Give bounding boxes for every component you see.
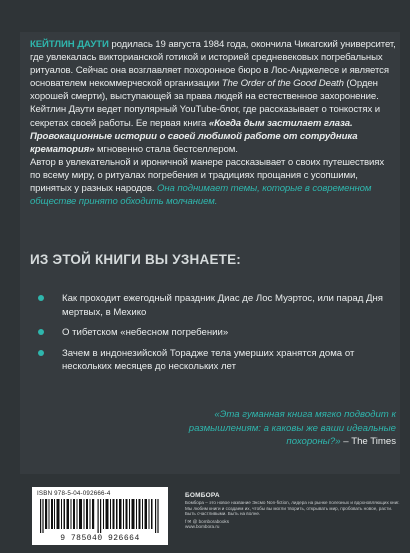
- bio-paragraph-1: [30, 38, 396, 156]
- bio-text-3: мгновенно стала бестселлером.: [94, 143, 238, 155]
- bio-text-1: родилась 19 августа 1984 года, окончила Чикагский университет, где увлекалась викторианской готикой и историей средневековых погребальных ритуалов. Сейчас она возглавляет похоронное бюро в Лос-Анджелесе и является основателем некоммерческой организации: [30, 39, 396, 90]
- barcode-digits: 9 785040 926664: [60, 534, 140, 543]
- learn-list: [38, 292, 388, 381]
- publisher-site: www.bombora.ru: [185, 524, 220, 530]
- list-item: [38, 326, 388, 340]
- bio-text-2: (Орден хорошей смерти), выступающей за права людей на естественное захоронение. Кейтлин Даути ведет популярный YouTube-блог, где рассказывает о тонкостях и секретах своей работы. Ее первая книга: [30, 78, 380, 129]
- barcode-icon: [40, 499, 160, 533]
- bullet-icon: [38, 350, 44, 356]
- publisher-description: Бомбора – это новое название Эксмо Non-fiction, лидера на рынке полезных и вдохновляющих книг. Мы любим книги и создаем их, чтобы вы могли творить, открывать мир, пробовать новое, расти. Быть счастливыми. Быть на волне.: [185, 500, 400, 517]
- list-item: [38, 292, 388, 319]
- bullet-icon: [38, 329, 44, 335]
- press-quote: [150, 408, 396, 449]
- quote-source: – The Times: [340, 436, 396, 447]
- list-item-text: Как проходит ежегодный праздник Диас де Лос Муэртос, или парад Дня мертвых, в Мехико: [62, 293, 383, 318]
- isbn-label: ISBN 978-5-04-092666-4: [37, 490, 111, 497]
- quote-text: «Эта гуманная книга мягко подводит к размышлениям: а каковы же ваши идеальные похороны?»: [188, 409, 396, 447]
- section-title: ИЗ ЭТОЙ КНИГИ ВЫ УЗНАЕТЕ:: [30, 252, 242, 267]
- bullet-icon: [38, 295, 44, 301]
- bio-paragraph-2: [30, 156, 396, 208]
- first-book-title: «Когда дым застилает глаза. Провокационные истории о своей любимой работе от сотрудника крематория»: [30, 117, 358, 155]
- publisher-social: f ✉ @ bomborabooks: [185, 518, 230, 524]
- publisher-block: [185, 493, 400, 529]
- barcode-box: [32, 487, 168, 545]
- author-name: КЕЙТЛИН ДАУТИ: [30, 39, 109, 50]
- publisher-logo: БОМБОРА: [185, 492, 220, 499]
- list-item-text: О тибетском «небесном погребении»: [62, 327, 229, 338]
- bio-text-4: Автор в увлекательной и ироничной манере рассказывает о своих путешествиях по всему миру, о ритуалах погребения и традициях прощания с усопшими, принятых у разных народов.: [30, 156, 385, 195]
- list-item: [38, 347, 388, 374]
- list-item-text: Зачем в индонезийской Торадже тела умерших хранятся дома от нескольких месяцев до нескольких лет: [62, 347, 355, 372]
- bio-highlight: Она поднимает темы, которые в современном обществе принято обходить молчанием.: [30, 183, 372, 208]
- author-bio: [30, 38, 396, 208]
- organization-name: The Order of the Good Death: [221, 78, 344, 90]
